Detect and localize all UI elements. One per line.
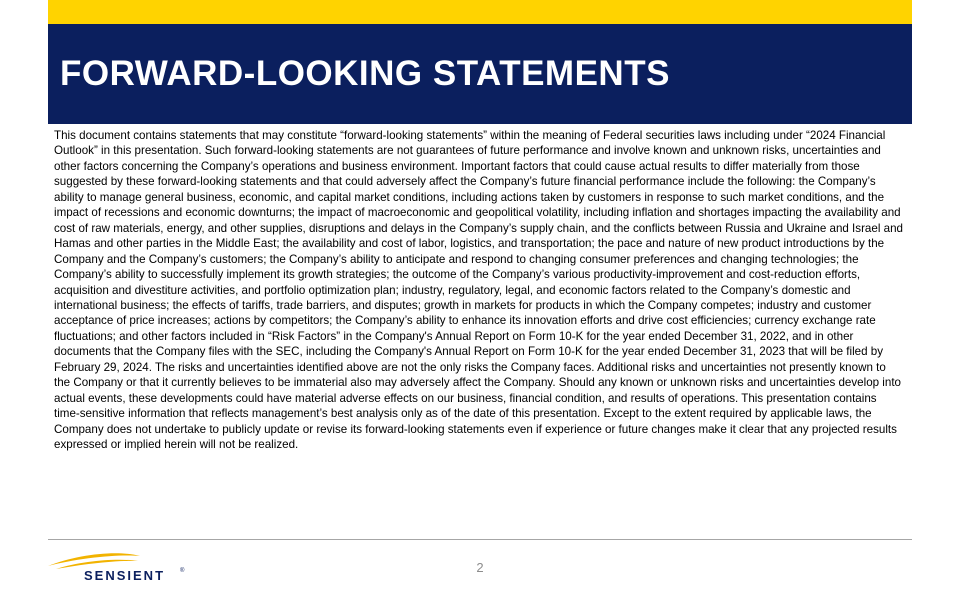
- page-number: 2: [476, 560, 484, 575]
- slide-title: FORWARD-LOOKING STATEMENTS: [60, 54, 670, 93]
- registered-mark: ®: [180, 568, 185, 574]
- footer-divider: [48, 539, 912, 540]
- title-band: [48, 24, 912, 124]
- sensient-logo: [48, 550, 198, 590]
- logo-wordmark: SENSIENT: [84, 568, 166, 583]
- accent-bar: [48, 0, 912, 24]
- sensient-swoosh-logo-icon: [48, 550, 198, 570]
- forward-looking-statement-text: This document contains statements that may constitute “forward-looking statements” within the meaning of Federal securities laws including under “2024 Financial Outlook” in this presentation. Such forward-looking statements are not guarantees of future performance and involve known and unknown risks, uncertainties and other factors concerning the Company’s operations and business environment. Important factors that could cause actual results to differ materially from those suggested by these forward-looking statements and that could adversely affect the Company’s future financial performance include the following: the Company’s ability to manage general business, economic, and capital market conditions, including actions taken by customers in response to such market conditions, and the impact of recessions and economic downturns; the impact of macroeconomic and geopolitical volatility, including inflation and shortages impacting the availability and cost of raw materials, energy, and other supplies, disruptions and delays in the Company’s supply chain, and the conflicts between Russia and Ukraine and Israel and Hamas and other parties in the Middle East; the availability and cost of labor, logistics, and transportation; the pace and nature of new product introductions by the Company and the Company’s customers; the Company’s ability to anticipate and respond to changing consumer preferences and changing technologies; the Company’s ability to successfully implement its growth strategies; the outcome of the Company’s various productivity-improvement and cost-reduction efforts, acquisition and divestiture activities, and portfolio optimization plan; industry, regulatory, legal, and economic factors related to the Company’s domestic and international business; the effects of tariffs, trade barriers, and disputes; growth in markets for products in which the Company competes; industry and customer acceptance of price increases; actions by competitors; the Company’s ability to enhance its innovation efforts and drive cost efficiencies; currency exchange rate fluctuations; and other factors included in “Risk Factors” in the Company's Annual Report on Form 10-K for the year ended December 31, 2022, and in other documents that the Company files with the SEC, including the Company's Annual Report on Form 10-K for the year ended December 31, 2023 that will be filed by February 29, 2024. The risks and uncertainties identified above are not the only risks the Company faces. Additional risks and uncertainties not presently known to the Company or that it currently believes to be immaterial also may adversely affect the Company. Should any known or unknown risks and uncertainties develop into actual events, these developments could have material adverse effects on our business, financial condition, and results of operations. This presentation contains time-sensitive information that reflects management’s best analysis only as of the date of this presentation. Except to the extent required by applicable laws, the Company does not undertake to publicly update or revise its forward-looking statements even if experience or future changes make it clear that any projected results expressed or implied herein will not be realized.: [54, 129, 903, 452]
